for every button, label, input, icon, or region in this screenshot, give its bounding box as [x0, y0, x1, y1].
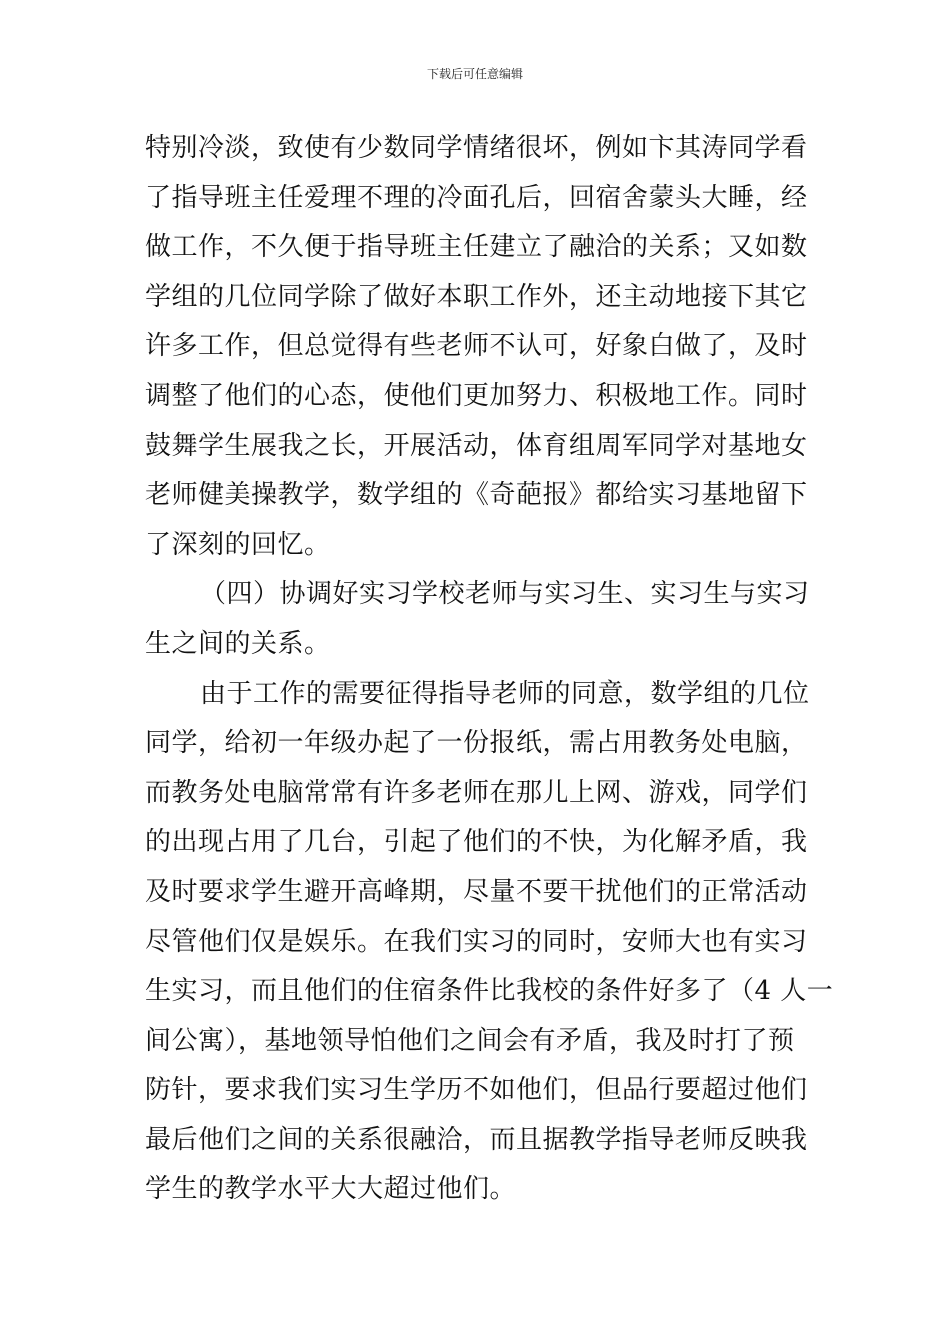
text-line: 学组的几位同学除了做好本职工作外，还主动地接下其它 [145, 281, 808, 312]
text-line: 防针，要求我们实习生学历不如他们，但品行要超过他们 [145, 1075, 808, 1106]
text-line: 了深刻的回忆。 [145, 529, 331, 560]
text-line: 做工作，不久便于指导班主任建立了融洽的关系；又如数 [145, 232, 808, 263]
text-line: 同学，给初一年级办起了一份报纸，需占用教务处电脑， [145, 728, 808, 759]
text-line: 特别冷淡，致使有少数同学情绪很坏，例如卞其涛同学看 [145, 133, 808, 163]
section-heading: （四）协调好实习学校老师与实习生、实习生与实习 [200, 579, 810, 610]
document-body [145, 124, 834, 1215]
text-line: 最后他们之间的关系很融洽，而且据教学指导老师反映我 [145, 1124, 808, 1155]
text-line: 了指导班主任爱理不理的冷面孔后，回宿舍蒙头大睡，经 [145, 182, 808, 213]
text-line: 老师健美操教学，数学组的《奇葩报》都给实习基地留下 [145, 480, 808, 511]
paragraph-start: 由于工作的需要征得指导老师的同意，数学组的几位 [200, 678, 810, 709]
page-header: 下载后可任意编辑 [426, 67, 523, 81]
text-line: 尽管他们仅是娱乐。在我们实习的同时，安师大也有实习 [145, 926, 808, 957]
text-line: 生实习，而且他们的住宿条件比我校的条件好多了（4 人一 [145, 976, 834, 1007]
text-line: 间公寓），基地领导怕他们之间会有矛盾，我及时打了预 [145, 1025, 795, 1056]
text-line: 生之间的关系。 [145, 628, 331, 659]
text-line: 及时要求学生避开高峰期，尽量不要干扰他们的正常活动 [145, 876, 808, 907]
text-line: 许多工作，但总觉得有些老师不认可，好象白做了，及时 [145, 331, 808, 362]
text-line: 鼓舞学生展我之长，开展活动，体育组周军同学对基地女 [145, 430, 808, 461]
text-line: 的出现占用了几台，引起了他们的不快，为化解矛盾，我 [145, 827, 808, 858]
text-line: 调整了他们的心态，使他们更加努力、积极地工作。同时 [145, 380, 808, 411]
text-line: 学生的教学水平大大超过他们。 [145, 1174, 517, 1205]
text-line: 而教务处电脑常常有许多老师在那儿上网、游戏，同学们 [145, 777, 808, 808]
